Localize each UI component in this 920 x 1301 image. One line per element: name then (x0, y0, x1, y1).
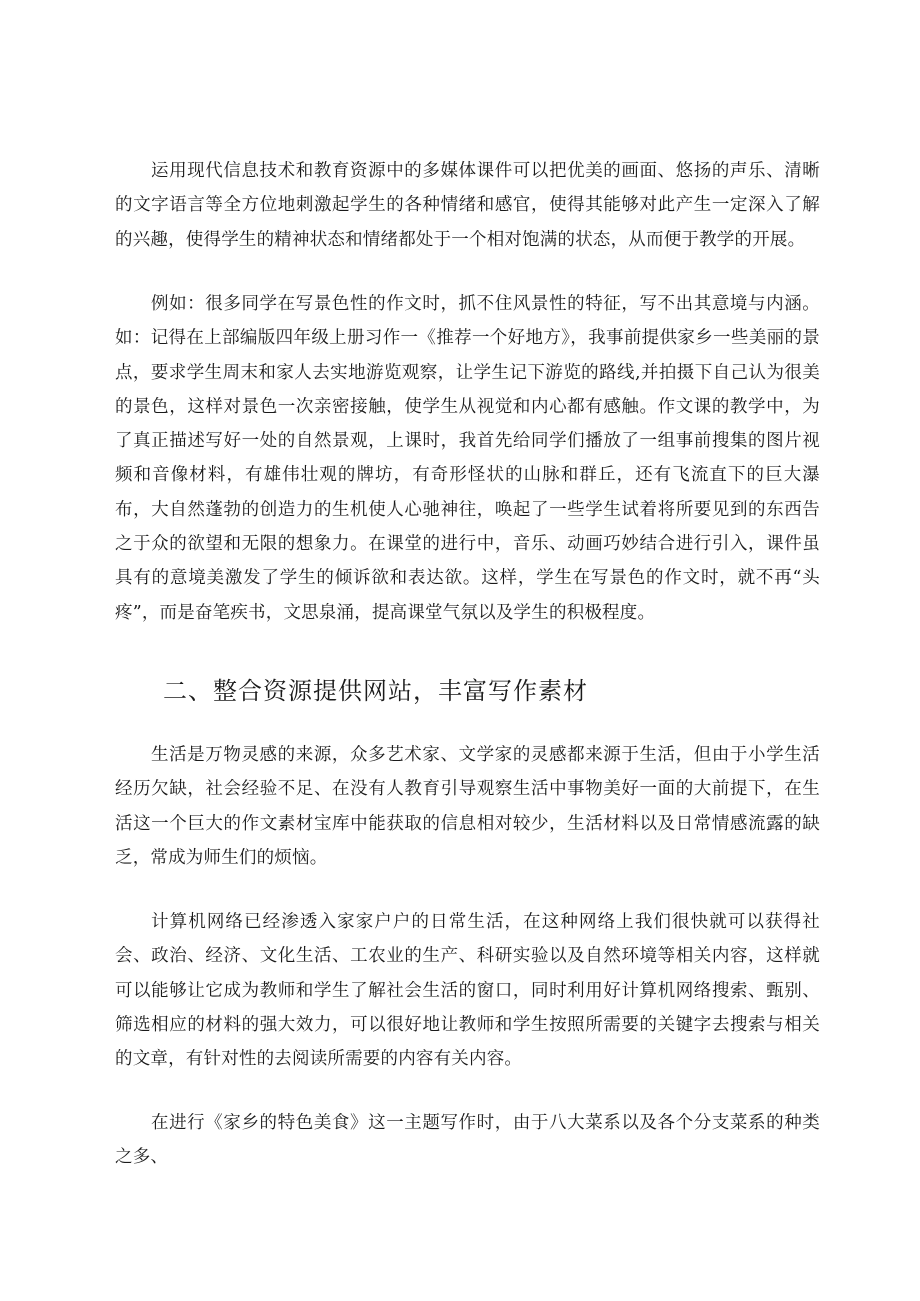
paragraph-example: 例如：很多同学在写景色性的作文时，抓不住风景性的特征，写不出其意境与内涵。如：记得在上部编版四年级上册习作一《推荐一个好地方》，我事前提供家乡一些美丽的景点，要求学生周末和家人去实地游览观察，让学生记下游览的路线,并拍摄下自己认为很美的景色，这样对景色一次亲密接触，使学生从视觉和内心都有感触。作文课的教学中，为了真正描述写好一处的自然景观，上课时，我首先给同学们播放了一组事前搜集的图片视频和音像材料，有雄伟壮观的牌坊，有奇形怪状的山脉和群丘，还有飞流直下的巨大瀑布，大自然蓬勃的创造力的生机使人心驰神往，唤起了一些学生试着将所要见到的东西告之于众的欲望和无限的想象力。在课堂的进行中，音乐、动画巧妙结合进行引入，课件虽具有的意境美激发了学生的倾诉欲和表达欲。这样，学生在写景色的作文时，就不再“头疼”，而是奋笔疾书，文思泉涌，提高课堂气氛以及学生的积极程度。 (115, 294, 820, 623)
paragraph-life-source: 生活是万物灵感的来源，众多艺术家、文学家的灵感都来源于生活，但由于小学生活经历欠缺，社会经验不足、在没有人教育引导观察生活中事物美好一面的大前提下，在生活这一个巨大的作文素材宝库中能获取的信息相对较少，生活材料以及日常情感流露的缺乏，常成为师生们的烦恼。 (115, 745, 820, 868)
paragraph-food-topic: 在进行《家乡的特色美食》这一主题写作时，由于八大菜系以及各个分支菜系的种类之多、 (115, 1113, 820, 1168)
section-heading: 二、整合资源提供网站，丰富写作素材 (163, 677, 588, 705)
paragraph-multimedia: 运用现代信息技术和教育资源中的多媒体课件可以把优美的画面、悠扬的声乐、清晰的文字语言等全方位地刺激起学生的各种情绪和感官，使得其能够对此产生一定深入了解的兴趣，使得学生的精神状态和情绪都处于一个相对饱满的状态，从而便于教学的开展。 (115, 161, 820, 250)
paragraph-network: 计算机网络已经渗透入家家户户的日常生活，在这种网络上我们很快就可以获得社会、政治、经济、文化生活、工农业的生产、科研实验以及自然环境等相关内容，这样就可以能够让它成为教师和学生了解社会生活的窗口，同时利用好计算机网络搜索、甄别、筛选相应的材料的强大效力，可以很好地让教师和学生按照所需要的关键字去搜索与相关的文章，有针对性的去阅读所需要的内容有关内容。 (115, 912, 820, 1070)
